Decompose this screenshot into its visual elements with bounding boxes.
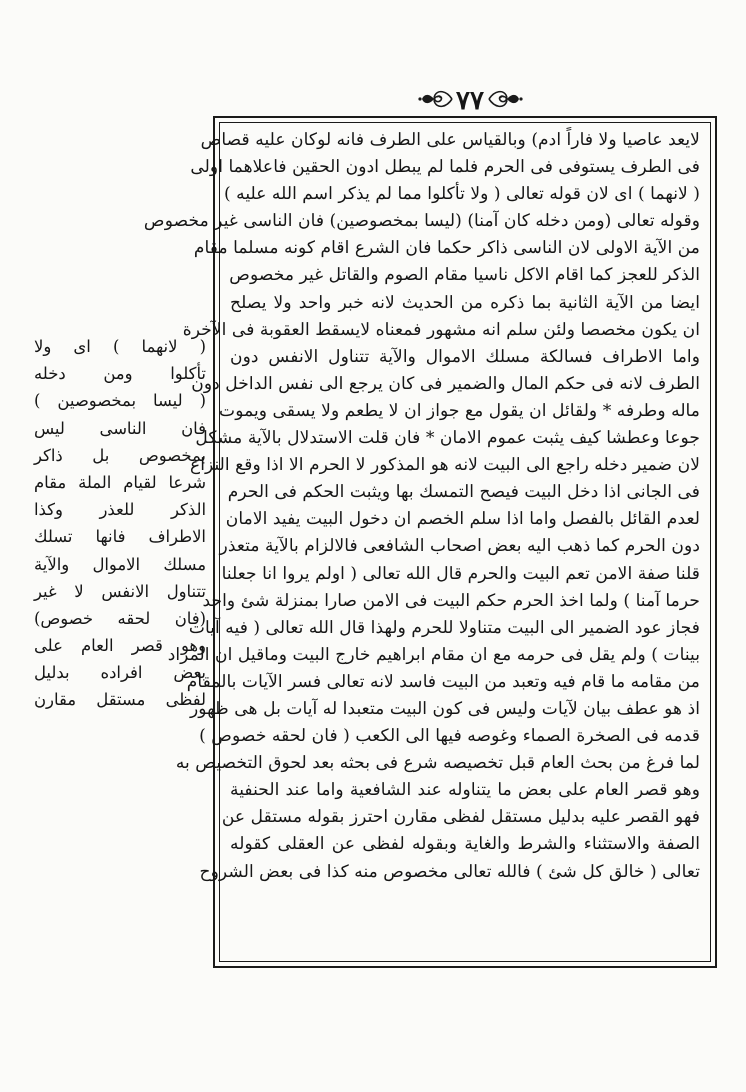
main-line: فهو القصر عليه بدليل مستقل لفظى مقارن احترز بقوله مستقل عن [221, 807, 700, 828]
main-line: قدمه فى الصخرة الصماء وغوصه فيها الى الكعب ( فان لحقه خصوص ) [199, 726, 700, 747]
main-line: جوعا وعطشا كيف يثبت عموم الامان * فان قلت الاستدلال بالآية مشكل [195, 428, 700, 449]
margin-note-line: (فان لحقه خصوص) [34, 608, 206, 628]
main-line: الصفة والاستثناء والشرط والغاية وبقوله لفظى عن العقلى كقوله [230, 834, 700, 855]
main-line: دون الحرم كما ذهب اليه بعض اصحاب الشافعى فالالزام بالآية متعذر [219, 536, 700, 557]
margin-note-line: الذكر للعذر وكذا [34, 500, 206, 520]
main-line: بينات ) ولم يقل فى حرمه مع ان مقام ابراهيم خارج البيت وماقيل ان المراد [167, 644, 700, 665]
main-line: وهو قصر العام على بعض ما يتناوله عند الشافعية واما عند الحنفية [230, 780, 700, 801]
main-line: ( لانهما ) اى لان قوله تعالى ( ولا تأكلوا مما لم يذكر اسم الله عليه ) [223, 184, 700, 205]
margin-note-line: لفظى مستقل مقارن [34, 690, 206, 710]
main-line: الذكر للعجز كما اقام الاكل ناسيا مقام الصوم والقاتل غير مخصوص [229, 265, 700, 286]
main-line: فجاز عود الضمير الى البيت متناولا للحرم ولهذا قال الله تعالى ( فيه آيات [188, 617, 700, 638]
margin-note-line: تتناول الانفس لا غير [34, 581, 206, 601]
margin-note-line: تأكلوا ومن دخله [34, 364, 206, 384]
main-line: من الآية الاولى لان الناسى ذاكر حكما فان الشرع اقام كونه مسلما مقام [193, 238, 700, 259]
margin-note-line: بعض افراده بدليل [34, 663, 206, 683]
main-line: واما الاطراف فسالكة مسلك الاموال والآية تتناول الانفس دون [230, 346, 700, 367]
main-line: اذ هو عطف بيان لآيات وليس فى كون البيت متعبدا له آيات بل هى ظهور [189, 698, 700, 719]
margin-note-line: ( لانهما ) اى ولا [34, 337, 206, 356]
main-line: لما فرغ من بحث العام قبل تخصيصه شرع فى بحثه بعد لحوق التخصيص به [175, 753, 700, 774]
main-line: الطرف لانه فى حكم المال والضمير فى كان يرجع الى نفس الداخل دون [191, 373, 700, 394]
margin-notes [34, 333, 206, 714]
main-line: قلنا صفة الامن تعم البيت والحرم قال الله تعالى ( اولم يروا انا جعلنا [221, 563, 700, 584]
page-number: ٧٧ [456, 86, 484, 116]
main-line: تعالى ( خالق كل شئ ) فالله تعالى مخصوص منه كذا فى بعض الشروح [199, 861, 700, 882]
main-line: حرما آمنا ) ولما اخذ الحرم حكم البيت فى الامن صارا بمنزلة شئ واحد [202, 590, 700, 611]
margin-note-line: مسلك الاموال والآية [34, 554, 206, 574]
main-line: لعدم القائل بالفصل واما اذا سلم الخصم ان دخول البيت يفيد الامان [225, 509, 700, 530]
main-line: فى الجانى اذا دخل البيت فيصح التمسك بها ويثبت الحكم فى الحرم [227, 482, 700, 503]
left-ornament-icon [418, 86, 454, 112]
margin-note-line: شرعا لقيام الملة مقام [34, 472, 206, 492]
margin-note-line: وهو قصر العام على [34, 636, 206, 656]
margin-note-line: بمخصوص بل ذاكر [34, 445, 206, 465]
main-line: لايعد عاصيا ولا فاراً ادم) وبالقياس على الطرف فانه لوكان عليه قصاص [200, 130, 700, 150]
right-ornament-icon [487, 86, 523, 112]
main-line: ماله وطرفه * ولقائل ان يقول مع جواز ان لا يطعم ولا يسقى ويموت [219, 400, 700, 421]
main-line: فى الطرف يستوفى فى الحرم فلما لم يبطل ادون الحقين فاعلاهما اولى [190, 157, 700, 178]
main-line: من مقامه ما قام فيه وتعبد من البيت فاسد لانه تعالى فسر الآيات بالمقام [186, 671, 700, 692]
main-text-block [143, 127, 700, 957]
margin-note-line: الاطراف فانها تسلك [34, 527, 206, 547]
main-line: لان ضمير دخله راجع الى البيت لانه هو المذكور لا الحرم الا اذا وقع النزاع [189, 455, 700, 476]
margin-note-line: ( ليسا بمخصوصين ) [34, 391, 206, 411]
main-line: وقوله تعالى (ومن دخله كان آمنا) (ليسا بمخصوصين) فان الناسى غير مخصوص [143, 211, 700, 232]
margin-note-line: فان الناسى ليس [34, 418, 206, 438]
main-line: ان يكون مخصصا ولئن سلم انه مشهور فمعناه لايسقط العقوبة فى الآخرة [182, 319, 700, 340]
main-line: ايضا من الآية الثانية بما ذكره من الحديث لانه خبر واحد ولا يصلح [230, 292, 700, 313]
